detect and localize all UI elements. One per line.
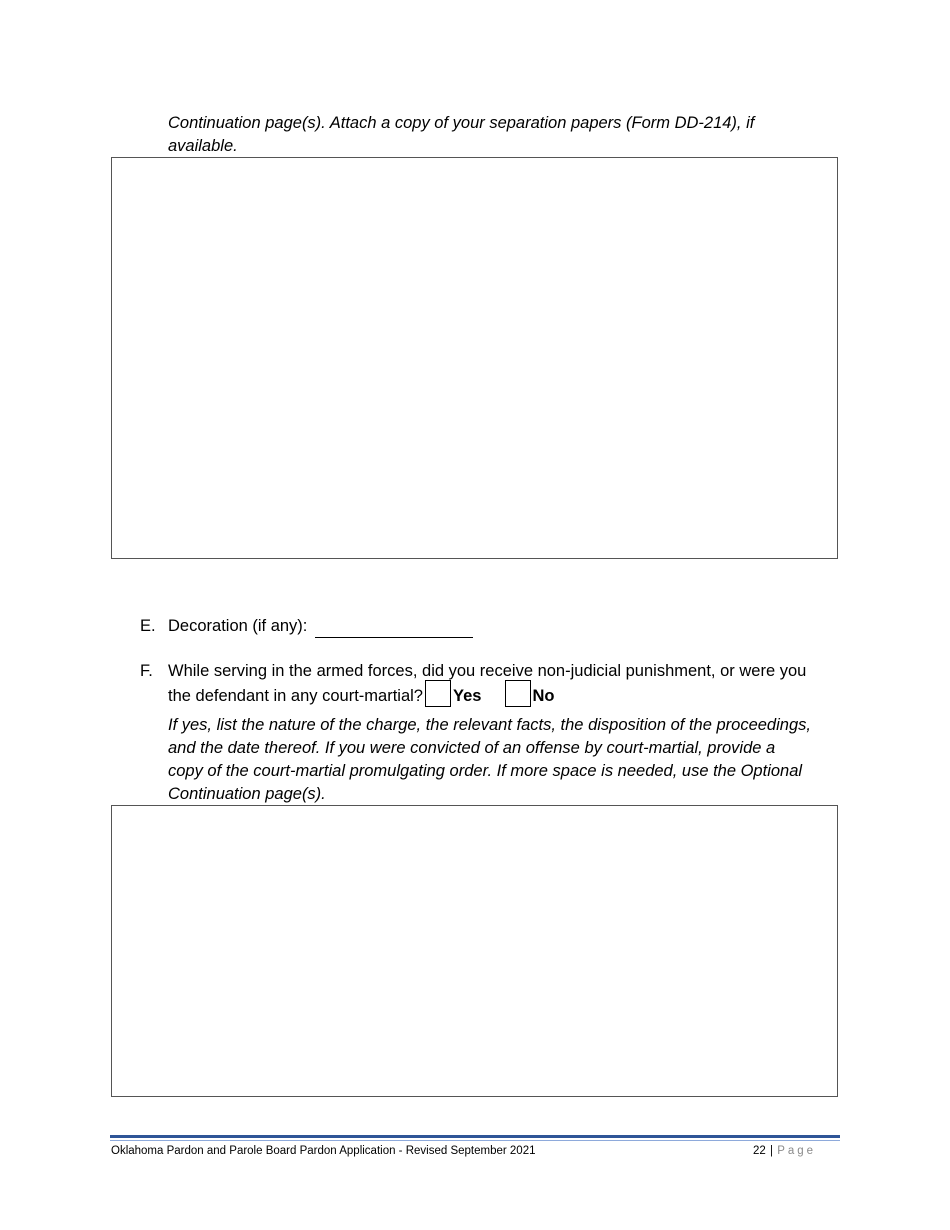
continuation-instruction [168, 112, 848, 158]
footer-title: Oklahoma Pardon and Parole Board Pardon Application - Revised September 2021 [111, 1145, 536, 1157]
no-label: No [532, 686, 555, 705]
court-martial-question-line-1: While serving in the armed forces, did you receive non-judicial punishment, or were you [168, 662, 807, 680]
continuation-instruction-line-1: Continuation page(s). Attach a copy of your separation papers (Form DD-214), if [168, 114, 755, 132]
court-martial-question-line-2 [168, 683, 858, 710]
footer-rule-thick [110, 1135, 840, 1138]
no-checkbox[interactable] [505, 680, 531, 707]
footer-rule-thin [110, 1140, 840, 1141]
decoration-row [168, 615, 473, 638]
page-number: 22 [753, 1145, 766, 1157]
decoration-label: Decoration (if any): [168, 617, 308, 635]
instruction-line-1: If yes, list the nature of the charge, the relevant facts, the disposition of the proceedings, [168, 716, 811, 734]
decoration-field[interactable] [315, 619, 473, 638]
item-f-letter: F. [140, 662, 153, 680]
page-separator: | [770, 1145, 773, 1157]
instruction-line-3: copy of the court-martial promulgating order. If more space is needed, use the Optional [168, 762, 803, 780]
continuation-instruction-line-2: available. [168, 137, 238, 155]
yes-checkbox[interactable] [425, 680, 451, 707]
separation-details-textbox[interactable] [111, 157, 838, 559]
item-e-letter: E. [140, 617, 156, 635]
court-martial-question-text: the defendant in any court-martial? [168, 686, 423, 705]
court-martial-instructions [168, 714, 848, 806]
page-word: Page [777, 1145, 817, 1157]
footer-page-info [753, 1144, 816, 1158]
court-martial-details-textbox[interactable] [111, 805, 838, 1097]
court-martial-question [168, 660, 858, 710]
instruction-line-4: Continuation page(s). [168, 785, 326, 803]
yes-label: Yes [453, 686, 482, 705]
instruction-line-2: and the date thereof. If you were convicted of an offense by court-martial, provide a [168, 739, 776, 757]
